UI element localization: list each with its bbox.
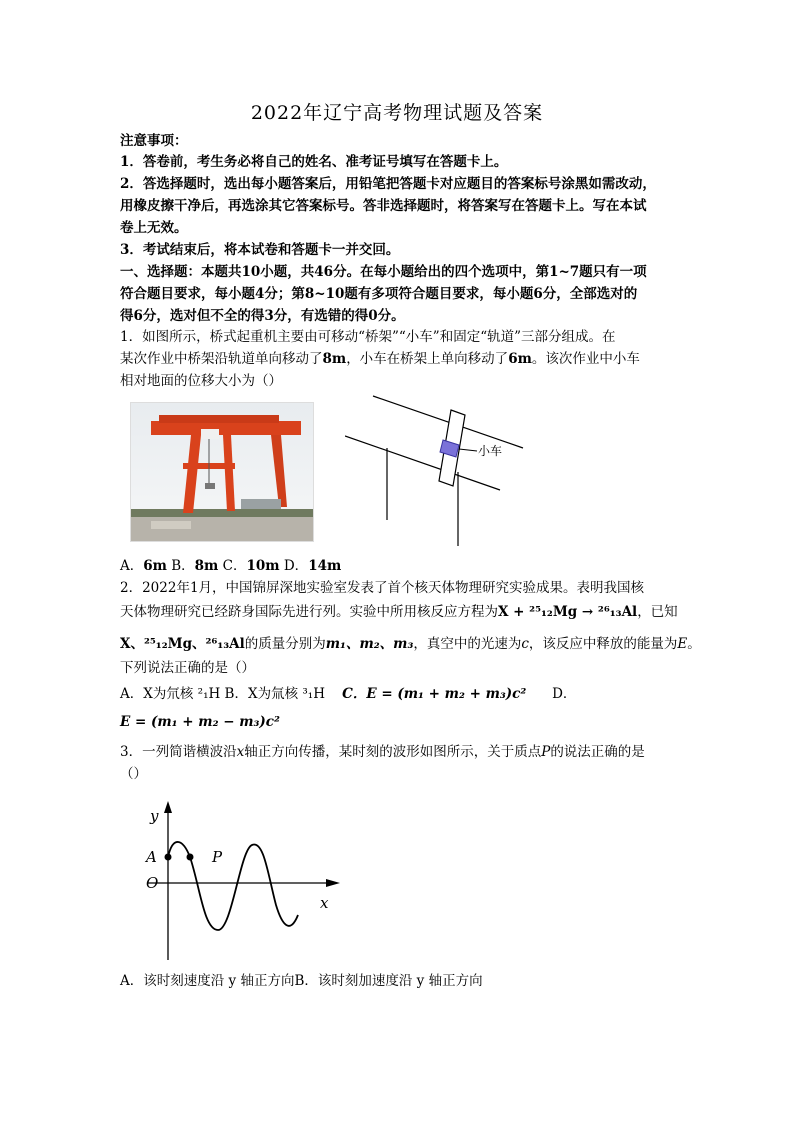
notice-item: 2．答选择题时，选出每小题答案后，用铅笔把答题卡对应题目的答案标号涂黑如需改动， [120, 176, 656, 192]
page-title: 2022年辽宁高考物理试题及答案 [250, 102, 544, 124]
y-axis-label: y [150, 807, 159, 825]
option-c[interactable]: C．10m [222, 558, 280, 574]
q2-options [120, 684, 680, 705]
section-instructions: 一、选择题：本题共10小题，共46分。在每小题给出的四个选项中，第1~7题只有一项 [120, 264, 647, 280]
trolley-label: 小车 [478, 444, 503, 458]
amplitude-label: A [146, 848, 157, 866]
option-a[interactable]: A．6m [120, 558, 167, 574]
q1-options [120, 556, 680, 577]
q3-options [120, 971, 680, 992]
notice-item: 1．答卷前，考生务必将自己的姓名、准考证号填写在答题卡上。 [120, 154, 508, 170]
q1-text: 1．如图所示，桥式起重机主要由可移动“桥架”“小车”和固定“轨道”三部分组成。在 [120, 329, 616, 345]
option-a[interactable]: A．该时刻速度沿 y 轴正方向 [120, 973, 295, 989]
option-a[interactable]: A．X为氘核 ²₁H [120, 686, 221, 702]
q2-text: 2．2022年1月，中国锦屏深地实验室发表了首个核天体物理研究实验成果。表明我国核 [120, 580, 645, 596]
option-b[interactable]: B．该时刻加速度沿 y 轴正方向 [294, 973, 483, 989]
crane-photo [130, 402, 314, 542]
notice-heading: 注意事项： [120, 133, 188, 149]
origin-label: O [146, 874, 159, 892]
option-d-letter[interactable]: D． [552, 686, 577, 702]
point-p-label: P [212, 848, 223, 866]
section-instructions: 得6分，选对但不全的得3分，有选错的得0分。 [120, 308, 405, 324]
notice-item: 卷上无效。 [120, 220, 188, 236]
q3-text: （） [120, 766, 147, 782]
q2-text: 天体物理研究已经跻身国际先进行列。实验中所用核反应方程为X + ²⁵₁₂Mg → ²⁶₁₃Al，已知 [120, 604, 678, 620]
option-d[interactable]: D．14m [283, 558, 342, 574]
notice-item: 用橡皮擦干净后，再选涂其它答案标号。答非选择题时，将答案写在答题卡上。写在本试 [120, 198, 647, 214]
q3-text: 3．一列简谐横波沿x轴正方向传播，某时刻的波形如图所示，关于质点P的说法正确的是 [120, 744, 645, 760]
x-axis-label: x [320, 894, 329, 912]
q2-text: X、²⁵₁₂Mg、²⁶₁₃Al的质量分别为m₁、m₂、m₃，真空中的光速为c，该反应中释放的能量为E。 [120, 636, 701, 652]
q1-text: 相对地面的位移大小为（） [120, 373, 282, 389]
wave-graph [140, 795, 340, 965]
reaction-equation: X + ²⁵₁₂Mg → ²⁶₁₃Al [498, 604, 638, 620]
section-instructions: 符合题目要求，每小题4分；第8~10题有多项符合题目要求，每小题6分，全部选对的 [120, 286, 638, 302]
q2-text: 下列说法正确的是（） [120, 660, 255, 676]
option-c[interactable]: C．E = (m₁ + m₂ + m₃)c² [342, 686, 527, 702]
option-b[interactable]: B．8m [171, 558, 219, 574]
crane-diagram [345, 388, 525, 548]
notice-item: 3．考试结束后，将本试卷和答题卡一并交回。 [120, 242, 400, 258]
option-d[interactable]: E = (m₁ + m₂ − m₃)c² [120, 714, 280, 730]
q1-text: 某次作业中桥架沿轨道单向移动了8m，小车在桥架上单向移动了6m。该次作业中小车 [120, 351, 640, 367]
option-b[interactable]: B．X为氚核 ³₁H [224, 686, 325, 702]
